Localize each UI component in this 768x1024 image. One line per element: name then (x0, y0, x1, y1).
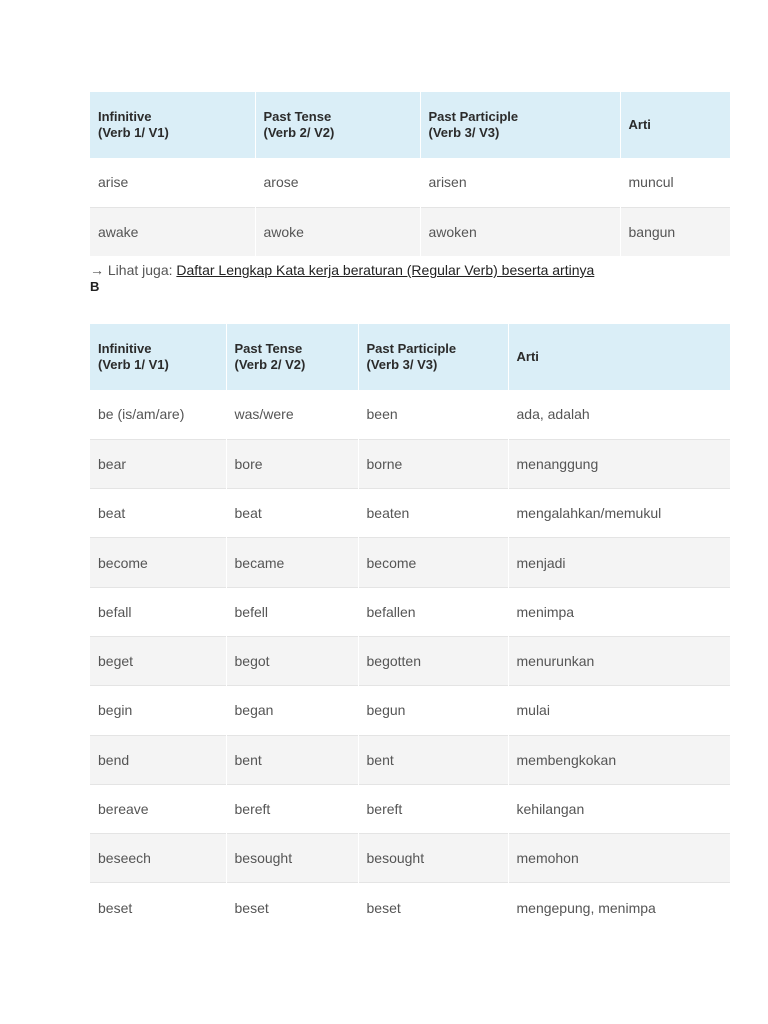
see-also-prefix: → Lihat juga: (90, 262, 177, 278)
cell-past-participle: begun (358, 686, 508, 735)
cell-past-tense: bent (226, 735, 358, 784)
cell-past-tense: bereft (226, 784, 358, 833)
cell-infinitive: beat (90, 489, 226, 538)
table-row (90, 784, 730, 833)
table-row (90, 636, 730, 685)
table-row (90, 390, 730, 439)
cell-past-participle: besought (358, 834, 508, 883)
cell-infinitive: beset (90, 883, 226, 932)
header-line: Past Participle (428, 109, 519, 124)
header-line: Infinitive (98, 341, 152, 356)
cell-past-tense: beset (226, 883, 358, 932)
cell-infinitive: arise (90, 158, 255, 207)
header-infinitive (90, 324, 226, 390)
header-past-tense (255, 92, 420, 158)
cell-past-tense: was/were (226, 390, 358, 439)
cell-past-tense: began (226, 686, 358, 735)
cell-past-participle: begotten (358, 636, 508, 685)
cell-infinitive: bereave (90, 784, 226, 833)
table-row (90, 207, 730, 256)
cell-past-tense: awoke (255, 207, 420, 256)
cell-past-participle: befallen (358, 587, 508, 636)
cell-arti: menjadi (508, 538, 730, 587)
cell-past-participle: become (358, 538, 508, 587)
header-line: Arti (516, 349, 539, 364)
cell-arti: menurunkan (508, 636, 730, 685)
table-row (90, 587, 730, 636)
cell-arti: bangun (620, 207, 730, 256)
cell-past-participle: borne (358, 439, 508, 488)
cell-arti: mulai (508, 686, 730, 735)
cell-arti: mengalahkan/memukul (508, 489, 730, 538)
header-line: Past Participle (366, 341, 457, 356)
verb-table-b (90, 324, 730, 932)
table-row (90, 158, 730, 207)
cell-past-tense: became (226, 538, 358, 587)
header-line: (Verb 2/ V2) (234, 357, 306, 372)
cell-past-participle: bereft (358, 784, 508, 833)
cell-past-participle: arisen (420, 158, 620, 207)
header-arti (508, 324, 730, 390)
table-header-row (90, 92, 730, 158)
header-line: Infinitive (98, 109, 152, 124)
cell-past-participle: been (358, 390, 508, 439)
table-header-row (90, 324, 730, 390)
cell-arti: menanggung (508, 439, 730, 488)
cell-past-participle: beset (358, 883, 508, 932)
cell-arti: menimpa (508, 587, 730, 636)
header-line: (Verb 1/ V1) (98, 357, 169, 372)
cell-arti: mengepung, menimpa (508, 883, 730, 932)
table-row (90, 538, 730, 587)
cell-infinitive: befall (90, 587, 226, 636)
cell-arti: membengkokan (508, 735, 730, 784)
cell-infinitive: beget (90, 636, 226, 685)
cell-arti: ada, adalah (508, 390, 730, 439)
cell-past-participle: beaten (358, 489, 508, 538)
cell-past-tense: begot (226, 636, 358, 685)
header-line: (Verb 3/ V3) (366, 357, 438, 372)
cell-infinitive: begin (90, 686, 226, 735)
header-infinitive (90, 92, 255, 158)
cell-infinitive: bend (90, 735, 226, 784)
cell-past-tense: befell (226, 587, 358, 636)
table-row (90, 439, 730, 488)
cell-past-participle: bent (358, 735, 508, 784)
cell-past-tense: beat (226, 489, 358, 538)
header-line: (Verb 3/ V3) (428, 125, 500, 140)
table-row (90, 834, 730, 883)
header-past-participle (358, 324, 508, 390)
cell-infinitive: be (is/am/are) (90, 390, 226, 439)
cell-infinitive: become (90, 538, 226, 587)
table-row (90, 489, 730, 538)
header-past-tense (226, 324, 358, 390)
table-row (90, 686, 730, 735)
cell-past-tense: arose (255, 158, 420, 207)
table-row (90, 883, 730, 932)
header-arti (620, 92, 730, 158)
cell-arti: kehilangan (508, 784, 730, 833)
cell-arti: muncul (620, 158, 730, 207)
cell-past-tense: besought (226, 834, 358, 883)
header-line: Past Tense (263, 109, 332, 124)
cell-past-tense: bore (226, 439, 358, 488)
table-row (90, 735, 730, 784)
header-line: (Verb 1/ V1) (98, 125, 169, 140)
cell-past-participle: awoken (420, 207, 620, 256)
regular-verb-link[interactable]: Daftar Lengkap Kata kerja beraturan (Regular Verb) beserta artinya (176, 262, 595, 278)
header-line: (Verb 2/ V2) (263, 125, 335, 140)
see-also-line (90, 262, 594, 278)
cell-infinitive: bear (90, 439, 226, 488)
verb-table-a (90, 92, 730, 256)
cell-infinitive: awake (90, 207, 255, 256)
cell-infinitive: beseech (90, 834, 226, 883)
cell-arti: memohon (508, 834, 730, 883)
header-past-participle (420, 92, 620, 158)
header-line: Arti (628, 117, 651, 132)
section-heading-b: B (90, 279, 100, 294)
header-line: Past Tense (234, 341, 303, 356)
